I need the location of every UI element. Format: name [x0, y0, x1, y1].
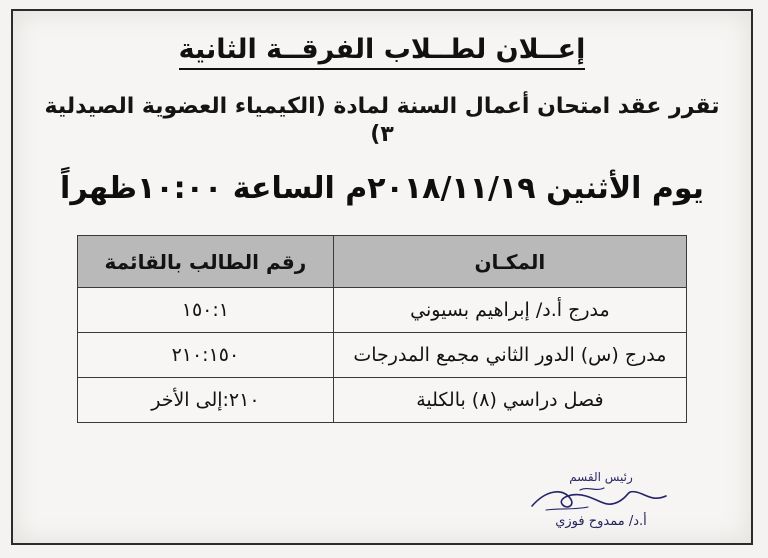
cell-place: فصل دراسي (٨) بالكلية [333, 378, 686, 423]
cell-number: ٢١٠:١٥٠ [78, 333, 334, 378]
table-row [78, 378, 687, 423]
table-header-row [78, 236, 687, 288]
paper-frame [11, 9, 753, 545]
table-row [78, 333, 687, 378]
handwritten-signature-icon [481, 486, 721, 512]
cell-place: مدرج أ.د/ إبراهيم بسيوني [333, 288, 686, 333]
signature-role: رئيس القسم [569, 470, 633, 484]
cell-number: ١٥٠:١ [78, 288, 334, 333]
paper-content [13, 11, 751, 543]
exam-dateline: يوم الأثنين ٢٠١٨/١١/١٩م الساعة ١٠:٠٠ظهراً [60, 170, 704, 206]
signature-block [481, 470, 721, 529]
cell-place: مدرج (س) الدور الثاني مجمع المدرجات [333, 333, 686, 378]
table-row [78, 288, 687, 333]
cell-number: ٢١٠:إلى الأخر [78, 378, 334, 423]
exam-locations-table [77, 235, 687, 423]
page-title [39, 33, 725, 67]
column-header-number: رقم الطالب بالقائمة [78, 236, 334, 288]
announcement-subtitle: تقرر عقد امتحان أعمال السنة لمادة (الكيمياء العضوية الصيدلية ٣) [44, 93, 720, 148]
column-header-place: المكـان [333, 236, 686, 288]
page-title-text: إعــلان لطــلاب الفرقــة الثانية [179, 34, 586, 70]
signature-name: أ.د/ ممدوح فوزي [555, 514, 647, 529]
